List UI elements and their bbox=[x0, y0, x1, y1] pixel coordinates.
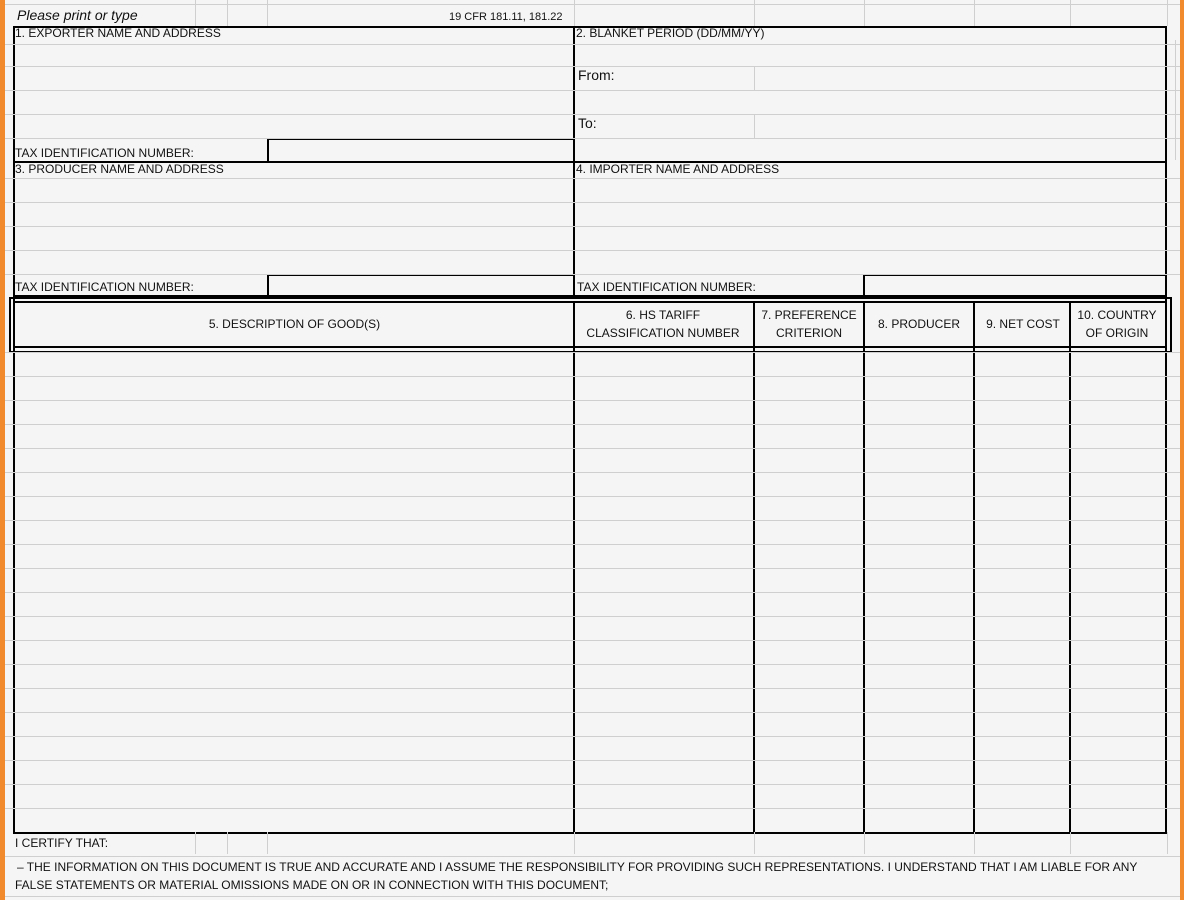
grid-row-line bbox=[5, 250, 1180, 251]
grid-col-line bbox=[754, 114, 755, 138]
col-net-cost-header: 9. NET COST bbox=[986, 317, 1060, 331]
grid-col-line bbox=[754, 832, 755, 854]
grid-col-line bbox=[195, 832, 196, 854]
certify-statement-line2: FALSE STATEMENTS OR MATERIAL OMISSIONS MADE ON OR IN CONNECTION WITH THIS DOCUMENT; bbox=[15, 878, 609, 892]
tax-box-2-left bbox=[267, 274, 269, 296]
header-box-left bbox=[9, 297, 11, 353]
spreadsheet-form[interactable] bbox=[5, 0, 1180, 900]
grid-row-line bbox=[5, 90, 1180, 91]
grid-row-line bbox=[5, 592, 1180, 593]
grid-row-line bbox=[5, 226, 1180, 227]
grid-row-line bbox=[5, 808, 1180, 809]
grid-row-line bbox=[5, 178, 1180, 179]
importer-tax-id-label: TAX IDENTIFICATION NUMBER: bbox=[577, 280, 756, 294]
grid-col-line bbox=[267, 832, 268, 854]
grid-row-line bbox=[5, 138, 1180, 139]
header-inner-bottom bbox=[13, 346, 1167, 348]
grid-col-line bbox=[574, 832, 575, 854]
grid-row-line bbox=[5, 664, 1180, 665]
tax-box-3-left bbox=[863, 274, 865, 296]
grid-row-line bbox=[5, 896, 1180, 897]
grid-col-line bbox=[754, 66, 755, 90]
grid-row-line bbox=[5, 400, 1180, 401]
grid-row-line bbox=[5, 202, 1180, 203]
grid-row-line bbox=[5, 736, 1180, 737]
grid-row-line bbox=[5, 376, 1180, 377]
print-instruction: Please print or type bbox=[17, 7, 138, 23]
col-preference-header: 7. PREFERENCE CRITERION bbox=[761, 308, 857, 340]
grid-col-line bbox=[1070, 832, 1071, 854]
grid-row-line bbox=[5, 352, 1180, 353]
grid-row-line bbox=[5, 44, 1180, 45]
header-box-top bbox=[9, 297, 1172, 299]
col-description-header: 5. DESCRIPTION OF GOOD(S) bbox=[208, 317, 381, 331]
grid-row-line bbox=[5, 520, 1180, 521]
grid-row-line bbox=[5, 496, 1180, 497]
importer-label: 4. IMPORTER NAME AND ADDRESS bbox=[576, 162, 780, 176]
grid-row-line bbox=[5, 688, 1180, 689]
col-country-header: 10. COUNTRY OF ORIGIN bbox=[1077, 308, 1157, 340]
col-hs-tariff-header: 6. HS TARIFF CLASSIFICATION NUMBER bbox=[586, 308, 740, 340]
grid-row-line bbox=[5, 856, 1180, 857]
grid-row-line bbox=[5, 616, 1180, 617]
window-edge-right bbox=[1180, 0, 1184, 900]
grid-row-line bbox=[5, 760, 1180, 761]
grid-col-line bbox=[1175, 40, 1176, 160]
header-box-right bbox=[1170, 297, 1172, 353]
producer-label: 3. PRODUCER NAME AND ADDRESS bbox=[15, 162, 224, 176]
tax-box-1-left bbox=[267, 138, 269, 162]
grid-row-line bbox=[5, 784, 1180, 785]
grid-row-line bbox=[5, 544, 1180, 545]
grid-row-line bbox=[5, 448, 1180, 449]
col-producer-header: 8. PRODUCER bbox=[877, 317, 960, 331]
grid-row-line bbox=[5, 640, 1180, 641]
from-label: From: bbox=[578, 67, 615, 83]
grid-row-line bbox=[5, 4, 1180, 5]
grid-row-line bbox=[5, 274, 1180, 275]
exporter-tax-id-label: TAX IDENTIFICATION NUMBER: bbox=[15, 146, 194, 160]
grid-row-line bbox=[5, 568, 1180, 569]
grid-col-line bbox=[227, 832, 228, 854]
to-label: To: bbox=[578, 115, 597, 131]
producer-tax-id-label: TAX IDENTIFICATION NUMBER: bbox=[15, 280, 194, 294]
cfr-reference: 19 CFR 181.11, 181.22 bbox=[449, 11, 563, 23]
grid-col-line bbox=[864, 832, 865, 854]
grid-col-line bbox=[974, 832, 975, 854]
exporter-label: 1. EXPORTER NAME AND ADDRESS bbox=[15, 26, 221, 40]
form-border-bottom bbox=[13, 832, 1167, 834]
grid-row-line bbox=[5, 472, 1180, 473]
section-divider-2 bbox=[13, 295, 1167, 297]
grid-row-line bbox=[5, 712, 1180, 713]
grid-row-line bbox=[5, 424, 1180, 425]
certify-statement-line1: – THE INFORMATION ON THIS DOCUMENT IS TRUE AND ACCURATE AND I ASSUME THE RESPONSIBILITY FOR PROVIDING SUCH REPRESENTATIONS. I UNDERSTAND THAT I AM LIABLE FOR ANY bbox=[17, 860, 1138, 874]
certify-label: I CERTIFY THAT: bbox=[15, 836, 109, 850]
grid-col-line bbox=[1167, 832, 1168, 854]
blanket-period-label: 2. BLANKET PERIOD (DD/MM/YY) bbox=[576, 26, 765, 40]
